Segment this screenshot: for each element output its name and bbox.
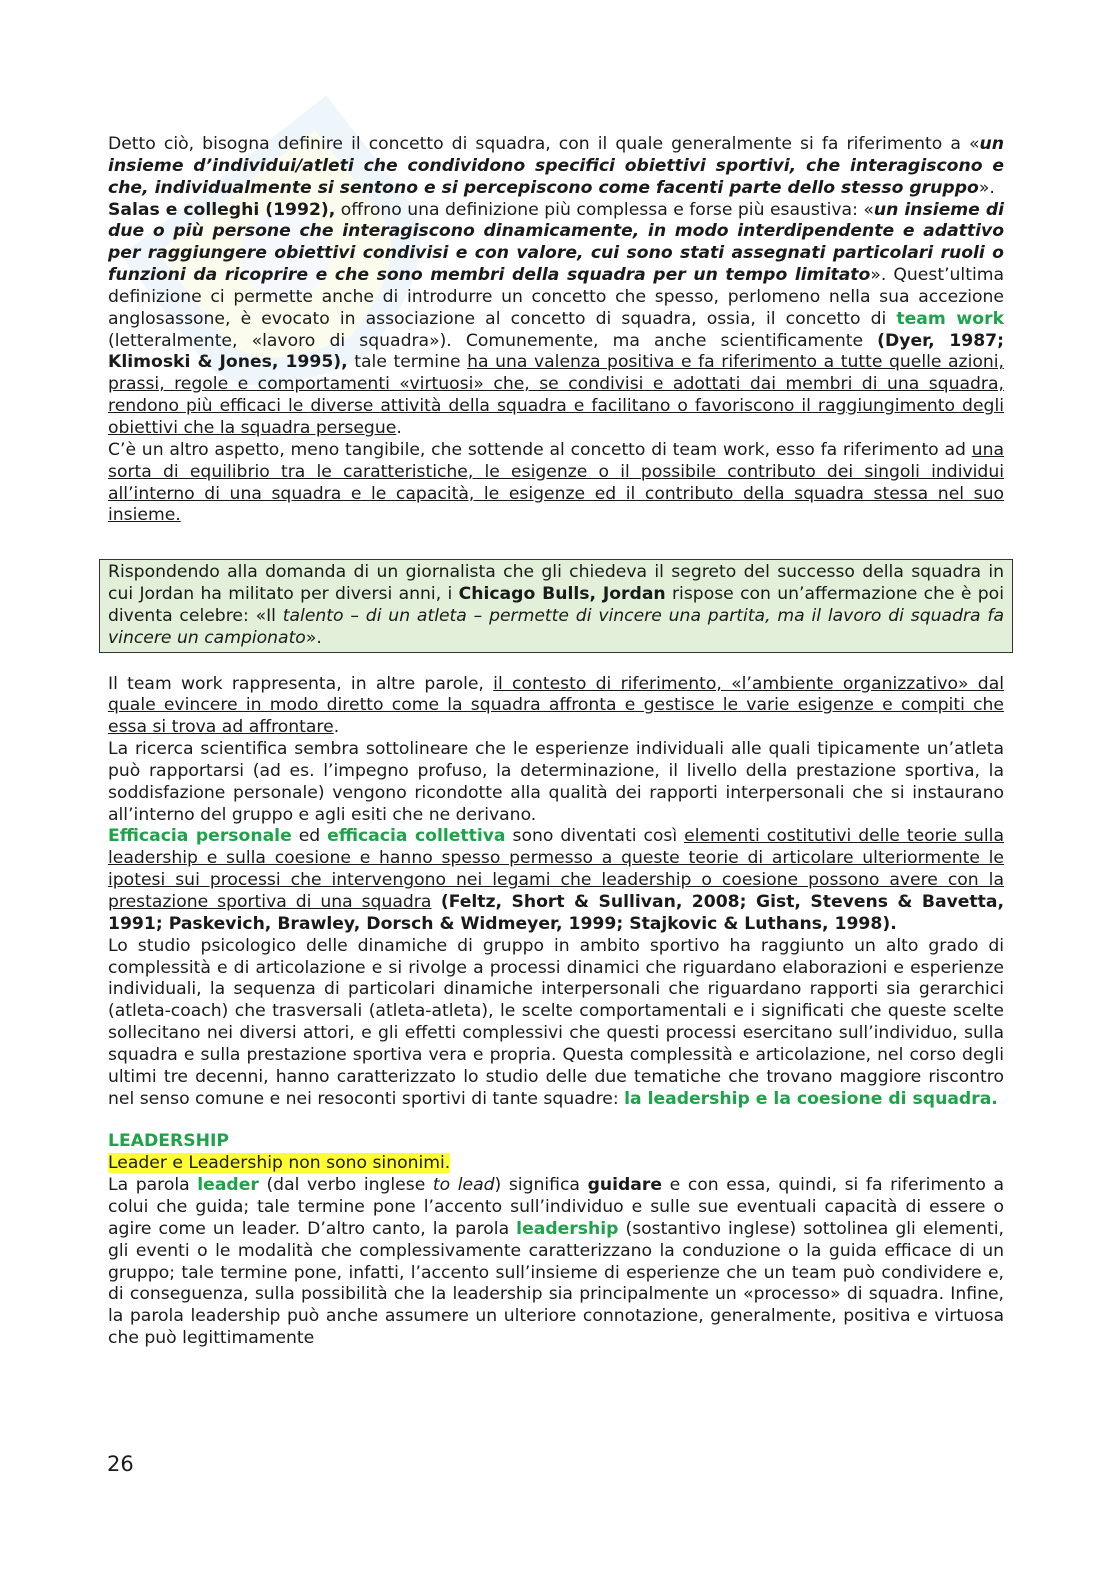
term-efficacia-collettiva: efficacia collettiva — [327, 826, 506, 847]
citation-dyer: (Dyer, 1987; Klimoski & Jones, 1995), — [108, 330, 1004, 373]
section-heading-leadership: LEADERSHIP — [108, 1131, 229, 1152]
definition-quote: un insieme d’individui/atleti che condividono specifici obiettivi sportivi, che interagiscono e che, individualmente si sentono e si percepiscono come facenti parte dello stesso gruppo — [108, 134, 1004, 198]
quote-chicago-bulls: Chicago Bulls, Jordan — [458, 584, 666, 605]
paragraph-equilibrio: C’è un altro aspetto, meno tangibile, che sottende al concetto di team work, esso fa riferimento ad una sorta di equilibrio tra le caratteristiche, le esigenze o il possibile contributo dei singoli individui all’interno di una squadra e le capacità, le esigenze ed il contributo della squadra stessa nel suo insieme. — [108, 439, 1004, 526]
paragraph-ricerca: La ricerca scientifica sembra sottolineare che le esperienze individuali alle quali tipicamente un’atleta può rapportarsi (ad es. l’impegno profuso, la determinazione, il livello della prestazione sportiva, la soddisfazione personale) vengono ricondotte alla qualità dei rapporti interpersonali che si instaurano all’interno del gruppo e agli esiti che ne derivano. — [108, 739, 1004, 825]
term-leadership-coesione: la leadership e la coesione di squadra. — [624, 1088, 998, 1109]
term-leader: leader — [197, 1175, 259, 1196]
paragraph-leader: La parola leader (dal verbo inglese to lead) significa guidare e con essa, quindi, si fa riferimento a colui che guida; tale termine pone l’accento sull’individuo e sulle sue eventuali capacità di essere o agire come un leader. D’altro canto, la parola leadership (sostantivo inglese) sottolinea gli elementi, gli eventi o le modalità che complessivamente caratterizzano la conduzione o la guida efficace di un gruppo; tale termine pone, infatti, l’accento sull’insieme di esperienze che un team può condividere e, di conseguenza, sulla possibilità che la leadership sia principalmente un «processo» di squadra. Infine, la parola leadership può anche assumere un ulteriore connotazione, generalmente, positiva e virtuosa che può legittimamente — [108, 1175, 1005, 1349]
paragraph-efficacia: Efficacia personale ed efficacia collettiva sono diventati così elementi costitutivi delle teorie sulla leadership e sulla coesione e hanno spesso permesso a queste teorie di articolare ulteriormente le ipotesi sui processi che intervengono nei legami che leadership o coesione possono avere con la prestazione sportiva di una squadra (Feltz, Short & Sullivan, 2008; Gist, Stevens & Bavetta, 1991; Paskevich, Brawley, Dorsch & Widmeyer, 1999; Stajkovic & Luthans, 1998). — [108, 826, 1004, 934]
term-efficacia-personale: Efficacia personale — [108, 826, 292, 847]
page-number: 26 — [107, 1452, 134, 1476]
paragraph-salas: Salas e colleghi (1992), offrono una definizione più complessa e forse più esaustiva: «un insieme di due o più persone che interagiscono dinamicamente, in modo interdipendente e adattivo per raggiungere obiettivi condivisi e con valore, cui sono stati assegnati particolari ruoli o funzioni da ricoprire e che sono membri della squadra per un tempo limitato». Quest’ultima definizione ci permette anche di introdurre un concetto che spesso, perlomeno nella sua accezione anglosassone, è evocato in associazione al concetto di squadra, ossia, il concetto di team work (letteralmente, «lavoro di squadra»). Comunemente, ma anche scientificamente (Dyer, 1987; Klimoski & Jones, 1995), tale termine ha una valenza positiva e fa riferimento a tutte quelle azioni, prassi, regole e comportamenti «virtuosi» che, se condivisi e adottati dai membri di una squadra, rendono più efficaci le diverse attività della squadra e facilitano o favoriscono il raggiungimento degli obiettivi che la squadra persegue. — [108, 199, 1005, 438]
paragraph-studio: Lo studio psicologico delle dinamiche di gruppo in ambito sportivo ha raggiunto un alto grado di complessità e di articolazione e si rivolge a processi dinamici che riguardano elaborazioni e esperienze individuali, la sequenza di particolari dinamiche interpersonali che riguardano rapporti sia gerarchici (atleta-coach) che trasversali (atleta-atleta), le scelte comportamentali e i significati che queste scelte sollecitano nei diversi attori, e gli effetti complessivi che questi processi esercitano sull’individuo, sulla squadra e sulla prestazione sportiva vera e propria. Questa complessità e articolazione, nel corso degli ultimi tre decenni, hanno caratterizzato lo studio delle due tematiche che trovano maggiore riscontro nel senso comune e nei resoconti sportivi di tante squadre: la leadership e la coesione di squadra. — [108, 935, 1004, 1109]
jordan-quote-box: Rispondendo alla domanda di un giornalista che gli chiedeva il segreto del successo della squadra in cui Jordan ha militato per diversi anni, i Chicago Bulls, Jordan rispose con un’affermazione che è poi diventa celebre: «Il talento – di un atleta – permette di vincere una partita, ma il lavoro di squadra fa vincere un campionato». — [99, 559, 1013, 652]
citation-feltz: (Feltz, Short & Sullivan, 2008; Gist, Stevens & Bavetta, 1991; Paskevich, Brawley, Dorsch & Widmeyer, 1999; Stajkovic & Luthans, 1998). — [108, 892, 1004, 934]
document-body — [108, 134, 1004, 1350]
citation-salas: Salas e colleghi (1992), — [108, 199, 336, 220]
term-team-work: team work — [896, 308, 1004, 329]
highlighted-note: Leader e Leadership non sono sinonimi. — [108, 1153, 451, 1174]
term-leadership: leadership — [516, 1218, 619, 1239]
paragraph-squadra-definition: Detto ciò, bisogna definire il concetto di squadra, con il quale generalmente si fa riferimento a «un insieme d’individui/atleti che condividono specifici obiettivi sportivi, che interagiscono e che, individualmente si sentono e si percepiscono come facenti parte dello stesso gruppo». — [108, 134, 1004, 198]
salas-definition: un insieme di due o più persone che interagiscono dinamicamente, in modo interdipendente e adattivo per raggiungere obiettivi condivisi e con valore, cui sono stati assegnati particolari ruoli o funzioni da ricoprire e che sono membri della squadra per un tempo limitato — [108, 199, 1005, 286]
paragraph-team-work-context: Il team work rappresenta, in altre parole, il contesto di riferimento, «l’ambiente organizzativo» dal quale evincere in modo diretto come la squadra affronta e gestisce le varie esigenze e compiti che essa si trova ad affrontare. — [108, 673, 1005, 738]
